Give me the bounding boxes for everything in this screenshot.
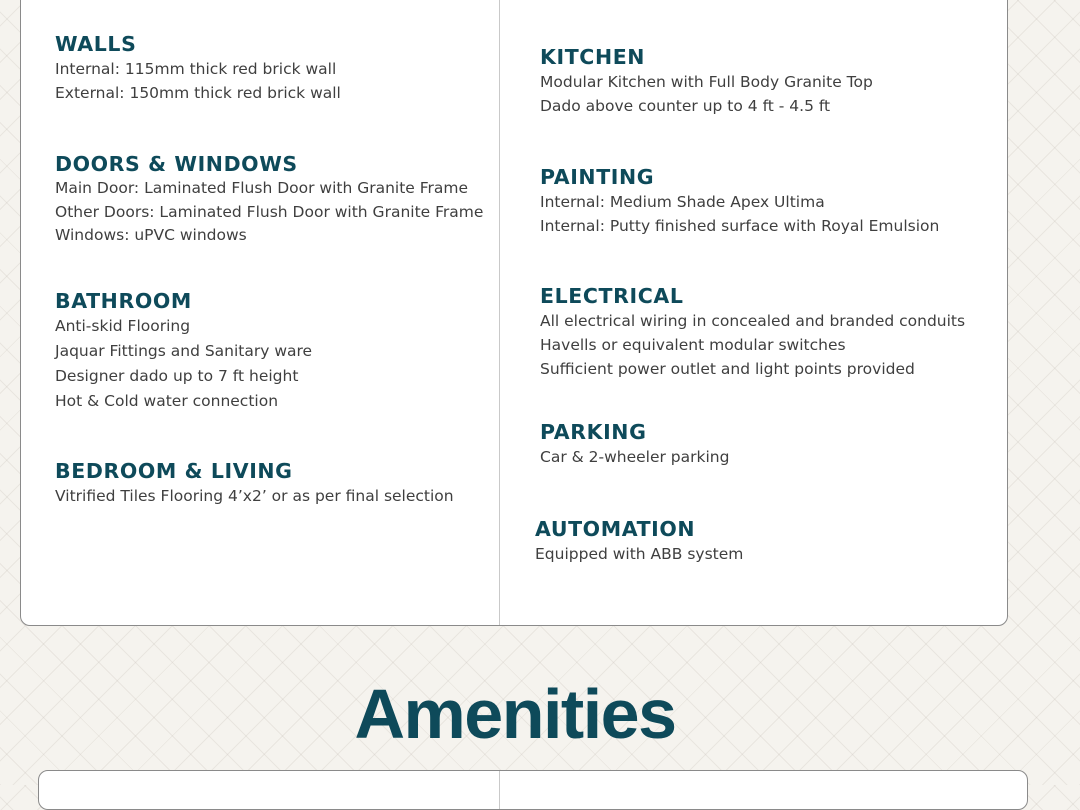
section-title: WALLS [55, 32, 137, 56]
section-line: Internal: Medium Shade Apex Ultima [540, 193, 825, 211]
section-title: AUTOMATION [535, 517, 696, 541]
section-kitchen [540, 44, 873, 118]
section-line: External: 150mm thick red brick wall [55, 84, 341, 102]
section-title: DOORS & WINDOWS [55, 152, 298, 176]
section-line: Hot & Cold water connection [55, 392, 279, 410]
section-line: Car & 2-wheeler parking [540, 448, 730, 466]
amenities-heading: Amenities [354, 675, 676, 753]
section-line: Designer dado up to 7 ft height [55, 367, 299, 385]
section-line: Sufficient power outlet and light points provided [540, 360, 915, 378]
section-line: Anti-skid Flooring [55, 317, 191, 335]
section-line: Other Doors: Laminated Flush Door with Granite Frame [55, 202, 484, 221]
section-line: Internal: 115mm thick red brick wall [55, 60, 337, 78]
section-automation [535, 516, 743, 566]
specifications-card [20, 0, 1008, 626]
section-painting [540, 164, 939, 238]
section-line: Modular Kitchen with Full Body Granite Top [540, 73, 873, 91]
section-line: Main Door: Laminated Flush Door with Granite Frame [55, 179, 469, 197]
column-divider [499, 771, 500, 809]
section-title: PARKING [540, 420, 647, 444]
section-title: PAINTING [540, 165, 655, 189]
amenities-card [38, 770, 1028, 810]
section-line: Vitrified Tiles Flooring 4’x2’ or as per final selection [55, 487, 454, 505]
section-doors-windows [55, 151, 483, 248]
section-parking [540, 419, 729, 469]
column-divider [499, 0, 500, 625]
section-bedroom-living [55, 458, 454, 508]
section-line: All electrical wiring in concealed and branded conduits [540, 312, 966, 330]
section-title: KITCHEN [540, 45, 646, 69]
section-line: Internal: Putty finished surface with Royal Emulsion [540, 217, 940, 235]
section-title: ELECTRICAL [540, 284, 684, 308]
section-line: Equipped with ABB system [535, 545, 744, 563]
section-line: Havells or equivalent modular switches [540, 336, 846, 354]
section-title: BEDROOM & LIVING [55, 459, 293, 483]
section-title: BATHROOM [55, 289, 192, 313]
section-electrical [540, 283, 965, 381]
section-line: Dado above counter up to 4 ft - 4.5 ft [540, 97, 831, 115]
section-line: Jaquar Fittings and Sanitary ware [55, 342, 313, 360]
section-line: Windows: uPVC windows [55, 226, 247, 244]
section-walls [55, 31, 341, 105]
section-bathroom [55, 288, 312, 414]
